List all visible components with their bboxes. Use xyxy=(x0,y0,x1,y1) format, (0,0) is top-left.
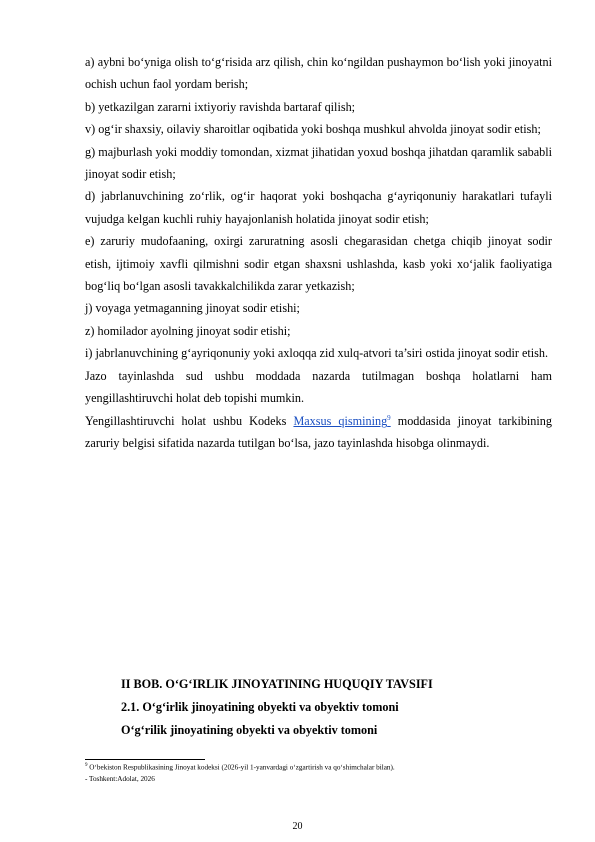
footnote xyxy=(85,760,555,785)
section-title: 2.1. O‘g‘irlik jinoyatining obyekti va obyektiv tomoni xyxy=(121,700,399,714)
footnote-marker: 9 xyxy=(85,763,88,768)
chapter-title: II BOB. O‘G‘IRLIK JINOYATINING HUQUQIY TAVSIFI xyxy=(121,677,433,691)
footnote-line-2: - Toshkent:Adolat, 2026 xyxy=(85,775,155,784)
footnote-ref: 9 xyxy=(387,413,391,422)
body-text xyxy=(85,51,552,454)
subsection-title: O‘g‘rilik jinoyatining obyekti va obyektiv tomoni xyxy=(121,723,378,737)
footnote-text-1: O‘bekiston Respublikasining Jinoyat kodeksi (2026-yil 1-yanvardagi o‘zgartirish va qo‘shimchalar bilan). xyxy=(87,763,395,772)
paragraph-a: a) aybni bo‘yniga olish to‘g‘risida arz qilish, chin ko‘ngildan pushaymon bo‘lish yoki jinoyatni ochish uchun faol yordam berish; xyxy=(85,55,552,92)
maxsus-qism-link[interactable] xyxy=(293,414,390,428)
page-number: 20 xyxy=(292,821,303,832)
paragraph-v: v) og‘ir shaxsiy, oilaviy sharoitlar oqibatida yoki boshqa mushkul ahvolda jinoyat sodir etish; xyxy=(85,122,541,137)
paragraph-z: z) homilador ayolning jinoyat sodir etishi; xyxy=(85,323,291,338)
maxsus-qism-link-text: Maxsus qismining xyxy=(293,413,388,428)
paragraph-g: g) majburlash yoki moddiy tomondan, xizmat jihatidan yoxud boshqa jihatdan qaramlik sababli jinoyat sodir etish; xyxy=(85,144,552,182)
footnote-line-1 xyxy=(85,760,555,773)
paragraph-i: i) jabrlanuvchining g‘ayriqonuniy yoki axloqqa zid xulq-atvori ta’siri ostida jinoyat sodir etish. xyxy=(85,346,549,361)
paragraph-final xyxy=(85,410,552,455)
paragraph-jazo: Jazo tayinlashda sud ushbu moddada nazarda tutilmagan boshqa holatlarni ham yengillashtiruvchi holat deb topishi mumkin. xyxy=(85,368,552,406)
final-text-before: Yengillashtiruvchi holat ushbu Kodeks xyxy=(85,413,294,428)
paragraph-e: e) zaruriy mudofaaning, oxirgi zaruratning asosli chegarasidan chetga chiqib jinoyat sodir etish, ijtimoiy xavfli qilmishni sodir etgan shaxsni ushlashda, kasb yoki xo‘jalik faoliyatiga bog‘liq bo‘lgan asosli tavakkalchilikda zarar yetkazish; xyxy=(85,234,552,294)
paragraph-b: b) yetkazilgan zararni ixtiyoriy ravishda bartaraf qilish; xyxy=(85,99,356,114)
paragraph-j: j) voyaga yetmaganning jinoyat sodir etishi; xyxy=(85,301,300,316)
paragraph-d: d) jabrlanuvchining zo‘rlik, og‘ir haqorat yoki boshqacha g‘ayriqonuniy harakatlari tufayli vujudga kelgan kuchli ruhiy hayajonlanish holatida jinoyat sodir etish; xyxy=(85,189,552,226)
final-text-after: moddasida jinoyat tarkibining zaruriy belgisi sifatida nazarda tutilgan bo‘lsa, jazo tayinlashda hisobga olinmaydi. xyxy=(85,413,552,450)
